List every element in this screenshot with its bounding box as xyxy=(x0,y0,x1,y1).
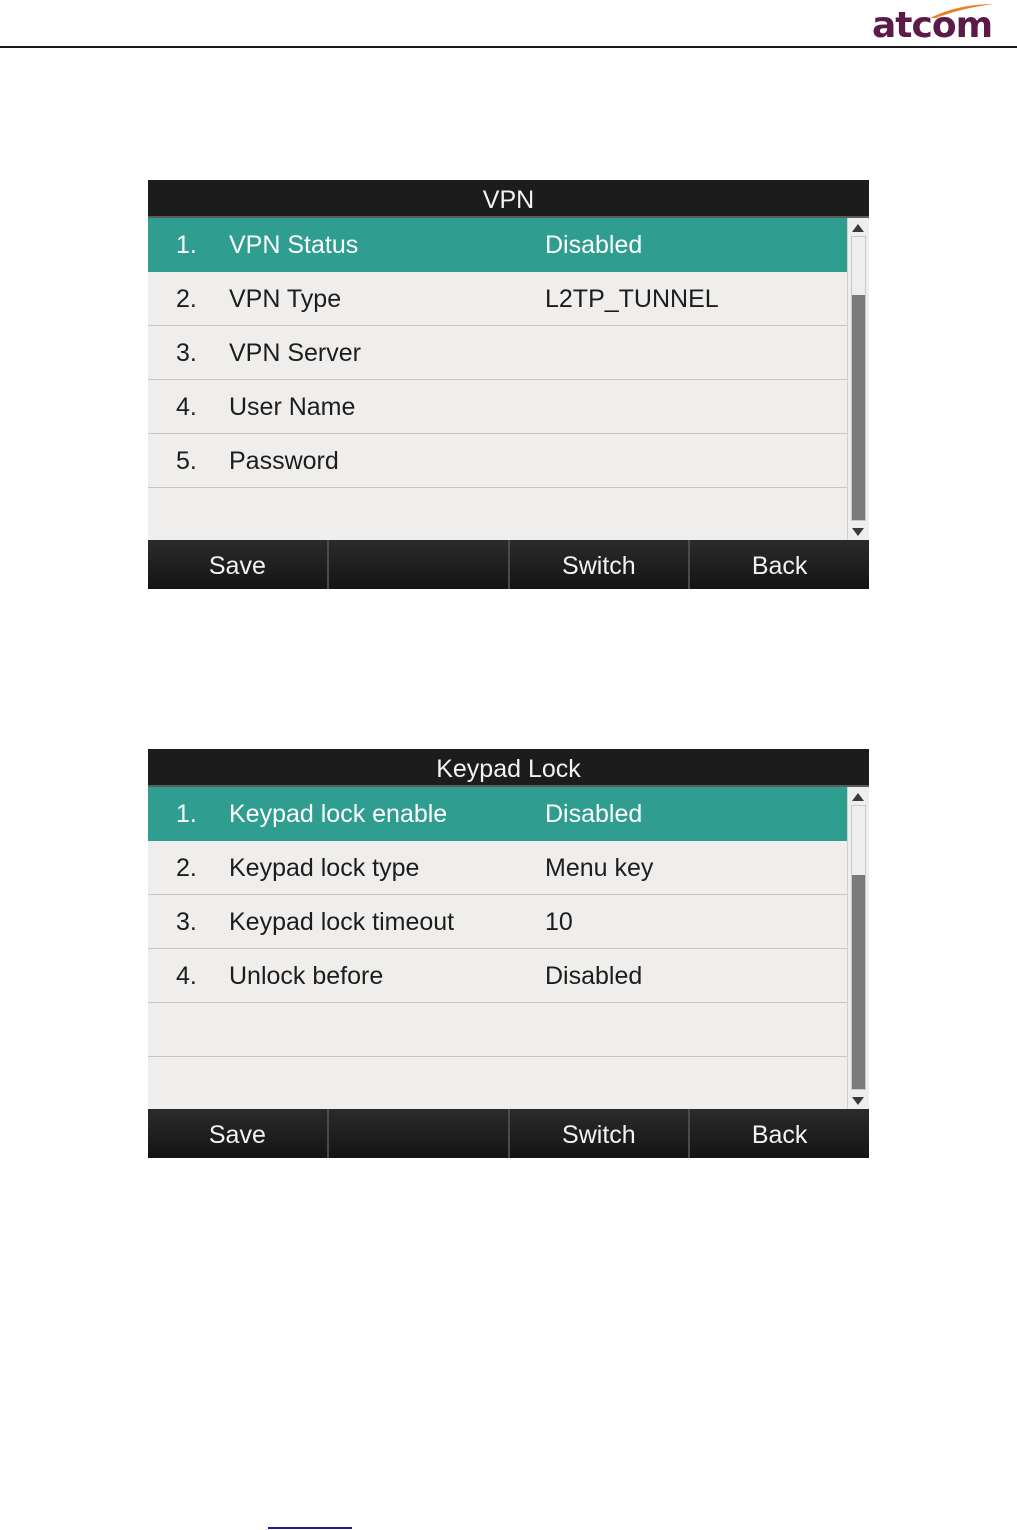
item-number: 1. xyxy=(176,800,197,828)
item-label: User Name xyxy=(229,393,356,421)
menu-item-vpn-status[interactable] xyxy=(148,218,847,272)
scroll-up-arrow-icon[interactable] xyxy=(851,790,865,804)
item-value: Menu key xyxy=(545,854,654,882)
item-number: 4. xyxy=(176,962,197,990)
atcom-logo xyxy=(872,2,998,44)
keypad-lock-screen xyxy=(148,749,869,1158)
screen-title: Keypad Lock xyxy=(148,749,869,787)
save-softkey[interactable]: Save xyxy=(148,540,329,589)
menu-list xyxy=(148,218,847,542)
empty-softkey[interactable] xyxy=(329,1109,510,1158)
scroll-track[interactable] xyxy=(851,236,866,521)
item-value: L2TP_TUNNEL xyxy=(545,285,719,313)
item-label: Keypad lock type xyxy=(229,854,420,882)
menu-list xyxy=(148,787,847,1111)
item-label: Keypad lock timeout xyxy=(229,908,455,936)
save-softkey[interactable]: Save xyxy=(148,1109,329,1158)
scrollbar[interactable] xyxy=(847,787,869,1109)
item-label: VPN Type xyxy=(229,285,342,313)
scroll-track[interactable] xyxy=(851,805,866,1090)
item-label: Keypad lock enable xyxy=(229,800,448,828)
item-number: 2. xyxy=(176,854,197,882)
switch-softkey[interactable]: Switch xyxy=(510,1109,691,1158)
empty-softkey[interactable] xyxy=(329,540,510,589)
menu-item-user-name[interactable] xyxy=(148,380,847,434)
item-number: 3. xyxy=(176,339,197,367)
screen-title: VPN xyxy=(148,180,869,218)
header-divider xyxy=(0,46,1017,48)
item-number: 3. xyxy=(176,908,197,936)
item-value: 10 xyxy=(545,908,573,936)
back-softkey[interactable]: Back xyxy=(690,1109,869,1158)
item-number: 4. xyxy=(176,393,197,421)
menu-item-keypad-lock-timeout[interactable] xyxy=(148,895,847,949)
scrollbar[interactable] xyxy=(847,218,869,540)
item-number: 2. xyxy=(176,285,197,313)
item-label: VPN Server xyxy=(229,339,361,367)
scroll-down-arrow-icon[interactable] xyxy=(851,525,865,539)
scroll-thumb[interactable] xyxy=(852,875,865,1089)
menu-item-keypad-lock-enable[interactable] xyxy=(148,787,847,841)
menu-item-vpn-server[interactable] xyxy=(148,326,847,380)
item-value: Disabled xyxy=(545,800,643,828)
menu-item-empty xyxy=(148,488,847,542)
item-number: 5. xyxy=(176,447,197,475)
menu-item-password[interactable] xyxy=(148,434,847,488)
scroll-thumb[interactable] xyxy=(852,295,865,520)
menu-item-unlock-before[interactable] xyxy=(148,949,847,1003)
softkey-bar xyxy=(148,1109,869,1158)
item-value: Disabled xyxy=(545,231,643,259)
scroll-down-arrow-icon[interactable] xyxy=(851,1094,865,1108)
item-number: 1. xyxy=(176,231,197,259)
back-softkey[interactable]: Back xyxy=(690,540,869,589)
menu-item-empty xyxy=(148,1057,847,1111)
item-label: Unlock before xyxy=(229,962,384,990)
menu-item-empty xyxy=(148,1003,847,1057)
item-label: VPN Status xyxy=(229,231,359,259)
footer-link-underline xyxy=(268,1527,352,1529)
switch-softkey[interactable]: Switch xyxy=(510,540,691,589)
item-label: Password xyxy=(229,447,339,475)
scroll-up-arrow-icon[interactable] xyxy=(851,221,865,235)
logo-text: atcom xyxy=(872,5,993,46)
softkey-bar xyxy=(148,540,869,589)
item-value: Disabled xyxy=(545,962,643,990)
menu-item-vpn-type[interactable] xyxy=(148,272,847,326)
vpn-screen xyxy=(148,180,869,589)
menu-item-keypad-lock-type[interactable] xyxy=(148,841,847,895)
